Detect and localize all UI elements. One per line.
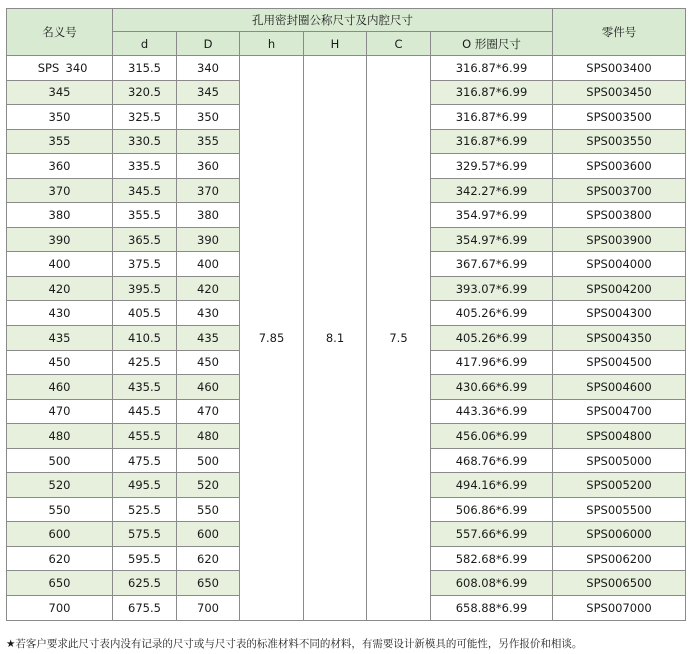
cell-oring: 557.66*6.99: [431, 522, 553, 547]
cell-D: 350: [177, 105, 240, 130]
cell-part: SPS003400: [553, 56, 686, 81]
cell-part: SPS004700: [553, 399, 686, 424]
cell-part: SPS005200: [553, 473, 686, 498]
header-group: 孔用密封圈公称尺寸及内腔尺寸: [113, 9, 553, 32]
cell-name: 380: [7, 203, 113, 228]
cell-d: 375.5: [113, 252, 177, 277]
table-body: [7, 56, 686, 621]
cell-name: 355: [7, 129, 113, 154]
cell-d: 445.5: [113, 399, 177, 424]
cell-d: 320.5: [113, 80, 177, 105]
cell-name: 520: [7, 473, 113, 498]
cell-oring: 582.68*6.99: [431, 546, 553, 571]
cell-d: 455.5: [113, 424, 177, 449]
cell-part: SPS003900: [553, 227, 686, 252]
cell-oring: 608.08*6.99: [431, 571, 553, 596]
cell-oring: 494.16*6.99: [431, 473, 553, 498]
cell-D: 480: [177, 424, 240, 449]
cell-name: 620: [7, 546, 113, 571]
cell-D: 470: [177, 399, 240, 424]
cell-D: 390: [177, 227, 240, 252]
cell-d: 405.5: [113, 301, 177, 326]
cell-oring: 316.87*6.99: [431, 105, 553, 130]
cell-name: 480: [7, 424, 113, 449]
cell-D: 550: [177, 497, 240, 522]
cell-oring: 430.66*6.99: [431, 375, 553, 400]
header-part: 零件号: [553, 9, 686, 56]
header-d: d: [113, 32, 177, 56]
cell-oring: 354.97*6.99: [431, 203, 553, 228]
cell-D: 700: [177, 596, 240, 621]
cell-d: 595.5: [113, 546, 177, 571]
cell-D: 380: [177, 203, 240, 228]
cell-part: SPS004000: [553, 252, 686, 277]
header-C: C: [367, 32, 431, 56]
cell-d: 495.5: [113, 473, 177, 498]
cell-part: SPS004200: [553, 276, 686, 301]
cell-part: SPS004300: [553, 301, 686, 326]
cell-name: 400: [7, 252, 113, 277]
cell-name: 700: [7, 596, 113, 621]
cell-name: 550: [7, 497, 113, 522]
cell-d: 410.5: [113, 326, 177, 351]
cell-D: 600: [177, 522, 240, 547]
cell-oring: 443.36*6.99: [431, 399, 553, 424]
cell-part: SPS003450: [553, 80, 686, 105]
cell-D: 620: [177, 546, 240, 571]
cell-part: SPS005500: [553, 497, 686, 522]
cell-name: 390: [7, 227, 113, 252]
cell-D: 520: [177, 473, 240, 498]
cell-D: 400: [177, 252, 240, 277]
cell-name: 360: [7, 154, 113, 179]
cell-D: 450: [177, 350, 240, 375]
cell-D: 420: [177, 276, 240, 301]
cell-part: SPS006200: [553, 546, 686, 571]
cell-oring: 405.26*6.99: [431, 301, 553, 326]
header-h: h: [240, 32, 304, 56]
cell-d: 435.5: [113, 375, 177, 400]
cell-name: 460: [7, 375, 113, 400]
cell-part: SPS003500: [553, 105, 686, 130]
cell-name: 600: [7, 522, 113, 547]
cell-d: 355.5: [113, 203, 177, 228]
cell-H-merged: 8.1: [304, 56, 367, 621]
cell-d: 575.5: [113, 522, 177, 547]
cell-oring: 316.87*6.99: [431, 80, 553, 105]
cell-part: SPS004600: [553, 375, 686, 400]
cell-D: 430: [177, 301, 240, 326]
cell-D: 460: [177, 375, 240, 400]
header-oring: O 形圈尺寸: [431, 32, 553, 56]
cell-D: 355: [177, 129, 240, 154]
cell-d: 325.5: [113, 105, 177, 130]
spec-table: [6, 8, 686, 621]
cell-part: SPS004350: [553, 326, 686, 351]
cell-h-merged: 7.85: [240, 56, 304, 621]
cell-oring: 417.96*6.99: [431, 350, 553, 375]
cell-d: 335.5: [113, 154, 177, 179]
cell-oring: 316.87*6.99: [431, 56, 553, 81]
cell-d: 675.5: [113, 596, 177, 621]
header-name: 名义号: [7, 9, 113, 56]
cell-part: SPS003600: [553, 154, 686, 179]
cell-d: 525.5: [113, 497, 177, 522]
cell-d: 625.5: [113, 571, 177, 596]
cell-name: 370: [7, 178, 113, 203]
cell-name: [7, 56, 113, 81]
cell-part: SPS005000: [553, 448, 686, 473]
cell-oring: 506.86*6.99: [431, 497, 553, 522]
footnote: ★若客户要求此尺寸表内没有记录的尺寸或与尺寸表的标准材料不同的材料，有需要设计新模具的可能性，另作报价和相谈。: [6, 638, 583, 650]
table-row: [7, 56, 686, 81]
cell-name: 650: [7, 571, 113, 596]
cell-D: 360: [177, 154, 240, 179]
name-number: 340: [65, 60, 88, 75]
cell-oring: 393.07*6.99: [431, 276, 553, 301]
cell-oring: 342.27*6.99: [431, 178, 553, 203]
header-H: H: [304, 32, 367, 56]
cell-part: SPS006000: [553, 522, 686, 547]
cell-D: 500: [177, 448, 240, 473]
cell-oring: 456.06*6.99: [431, 424, 553, 449]
cell-part: SPS003700: [553, 178, 686, 203]
cell-part: SPS003800: [553, 203, 686, 228]
cell-oring: 354.97*6.99: [431, 227, 553, 252]
cell-d: 345.5: [113, 178, 177, 203]
cell-d: 315.5: [113, 56, 177, 81]
cell-name: 435: [7, 326, 113, 351]
cell-d: 330.5: [113, 129, 177, 154]
cell-d: 365.5: [113, 227, 177, 252]
cell-name: 450: [7, 350, 113, 375]
cell-name: 500: [7, 448, 113, 473]
cell-name: 430: [7, 301, 113, 326]
cell-D: 650: [177, 571, 240, 596]
header-D: D: [177, 32, 240, 56]
cell-d: 475.5: [113, 448, 177, 473]
cell-name: 345: [7, 80, 113, 105]
cell-oring: 329.57*6.99: [431, 154, 553, 179]
cell-oring: 468.76*6.99: [431, 448, 553, 473]
cell-D: 340: [177, 56, 240, 81]
cell-oring: 367.67*6.99: [431, 252, 553, 277]
cell-C-merged: 7.5: [367, 56, 431, 621]
cell-d: 395.5: [113, 276, 177, 301]
cell-name: 420: [7, 276, 113, 301]
cell-D: 370: [177, 178, 240, 203]
cell-oring: 316.87*6.99: [431, 129, 553, 154]
cell-D: 345: [177, 80, 240, 105]
cell-part: SPS004800: [553, 424, 686, 449]
cell-name: 470: [7, 399, 113, 424]
cell-d: 425.5: [113, 350, 177, 375]
cell-oring: 658.88*6.99: [431, 596, 553, 621]
cell-part: SPS006500: [553, 571, 686, 596]
cell-oring: 405.26*6.99: [431, 326, 553, 351]
name-prefix: SPS: [37, 60, 60, 75]
cell-part: SPS003550: [553, 129, 686, 154]
cell-part: SPS007000: [553, 596, 686, 621]
cell-part: SPS004500: [553, 350, 686, 375]
cell-name: 350: [7, 105, 113, 130]
cell-D: 435: [177, 326, 240, 351]
